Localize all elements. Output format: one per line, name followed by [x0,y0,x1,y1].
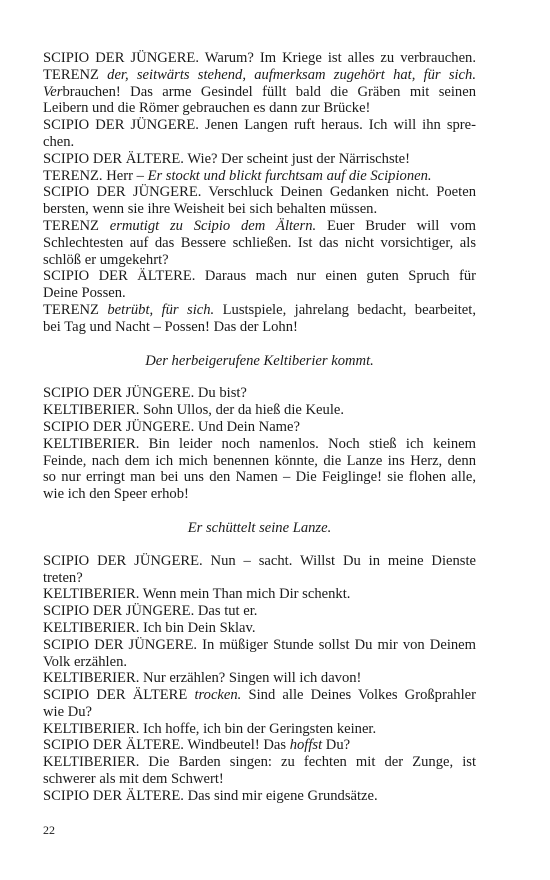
italic-segment: Der herbeigerufene Keltiberier kommt. [145,352,374,369]
text-segment: TERENZ. Herr – [43,167,148,184]
text-segment: Feinde, nach dem ich mich benennen könnte, die Lanze ins Herz, denn [43,452,476,469]
text-line [43,654,476,671]
text-segment: SCIPIO DER JÜNGERE. Du bist? [43,385,247,402]
text-line [43,419,476,436]
text-segment: wie Du? [43,703,93,720]
text-segment: treten? [43,569,83,586]
text-line [43,620,476,637]
text-line [43,586,476,603]
text-line [43,184,476,201]
stage-direction [43,353,476,370]
text-segment: TERENZ [43,66,108,83]
text-segment: Euer Bruder will vom [316,217,476,234]
text-line [43,385,476,402]
text-segment: Deine Possen. [43,285,126,302]
italic-segment: betrübt, für sich. [107,301,215,318]
text-line [43,402,476,419]
text-segment: KELTIBERIER. Ich bin Dein Sklav. [43,619,256,636]
text-segment: SCIPIO DER JÜNGERE. In müßiger Stunde sollst Du mir von Deinem [43,636,476,653]
text-line [43,453,476,470]
text-line [43,771,476,788]
text-line [43,302,476,319]
text-segment: SCIPIO DER JÜNGERE. Das tut er. [43,603,258,620]
text-segment: SCIPIO DER JÜNGERE. Warum? Im Kriege ist alles zu verbrauchen. [43,50,476,66]
text-segment: KELTIBERIER. Sohn Ullos, der da hieß die Keule. [43,402,345,419]
text-line [43,603,476,620]
text-line [43,201,476,218]
italic-segment: hoffst [289,737,323,754]
text-segment: schlöß er umgekehrt? [43,251,169,268]
text-line [43,486,476,503]
text-segment: chen. [43,133,75,150]
text-segment: KELTIBERIER. Bin leider noch namenlos. Noch stieß ich keinem [43,435,476,452]
text-segment: KELTIBERIER. Ich hoffe, ich bin der Geringsten keiner. [43,720,377,737]
text-line [43,235,476,252]
italic-segment: Ver [43,83,63,100]
text-line [43,553,476,570]
text-segment: KELTIBERIER. Nur erzählen? Singen will ich davon! [43,670,362,687]
text-line [43,737,476,754]
text-line [43,469,476,486]
text-segment: wie ich den Speer erhob! [43,486,189,503]
text-segment: SCIPIO DER ÄLTERE. Das sind mir eigene Grundsätze. [43,787,378,804]
text-segment: Volk erzählen. [43,653,128,670]
text-segment: so nur erringt man bei uns den Namen – Die Feiglinge! sie flohen alle, [43,469,476,486]
text-line [43,754,476,771]
text-line [43,788,476,805]
text-line [43,687,476,704]
text-segment: bersten, wenn sie ihre Weisheit bei sich behalten müssen. [43,201,378,218]
text-segment: KELTIBERIER. Wenn mein Than mich Dir schenkt. [43,586,351,603]
page-body [43,50,476,805]
text-segment: Leibern und die Römer gebrauchen es dann zur Brücke! [43,100,371,117]
text-segment: KELTIBERIER. Die Barden singen: zu fechten mit der Zunge, ist [43,754,476,771]
text-segment: schwerer als mit dem Schwert! [43,771,224,788]
text-line [43,218,476,235]
italic-segment: der, seitwärts stehend, aufmerksam zugehört hat, für sich. [107,66,476,83]
text-line [43,637,476,654]
text-line [43,67,476,84]
text-segment: SCIPIO DER ÄLTERE. Windbeutel! Das [43,737,290,754]
stage-direction [43,520,476,537]
text-segment: TERENZ [43,217,110,234]
text-segment: TERENZ [43,301,108,318]
text-segment: SCIPIO DER JÜNGERE. Nun – sacht. Willst Du in meine Dienste [43,552,476,569]
text-line [43,704,476,721]
text-line [43,721,476,738]
text-segment: SCIPIO DER JÜNGERE. Und Dein Name? [43,418,300,435]
text-segment: SCIPIO DER ÄLTERE. Daraus mach nur einen guten Spruch für [43,268,476,285]
italic-segment: trocken. [194,687,242,704]
text-line [43,100,476,117]
italic-segment: Er schüttelt seine Lanze. [187,519,332,536]
text-line [43,50,476,67]
text-line [43,436,476,453]
text-segment: SCIPIO DER ÄLTERE [43,687,195,704]
text-line [43,134,476,151]
text-segment: Lustspiele, jahrelang bedacht, bearbeitet, [214,301,476,318]
italic-segment: ermutigt zu Scipio dem Ältern. [109,217,317,234]
text-segment: brauchen! Das arme Gesindel füllt bald die Gräben mit seinen [62,83,476,100]
text-line [43,117,476,134]
text-segment: bei Tag und Nacht – Possen! Das der Lohn! [43,318,298,335]
text-segment: Du? [322,737,351,754]
text-line [43,285,476,302]
text-line [43,252,476,269]
text-line [43,168,476,185]
text-line [43,151,476,168]
italic-segment: Er stockt und blickt furchtsam auf die Scipionen. [147,167,432,184]
text-segment: SCIPIO DER JÜNGERE. Jenen Langen ruft heraus. Ich will ihn spre- [43,117,476,134]
text-line [43,319,476,336]
text-line [43,84,476,101]
text-line [43,670,476,687]
page-number: 22 [43,823,55,837]
text-segment: Sind alle Deines Volkes Großprahler [241,687,476,704]
text-segment: SCIPIO DER ÄLTERE. Wie? Der scheint just der Närrischste! [43,150,411,167]
text-line [43,570,476,587]
text-segment: Schlechtesten auf das Bessere schließen. Ist das nicht vorsichtiger, als [43,234,476,251]
text-line [43,268,476,285]
text-segment: SCIPIO DER JÜNGERE. Verschluck Deinen Gedanken nicht. Poeten [43,184,476,201]
